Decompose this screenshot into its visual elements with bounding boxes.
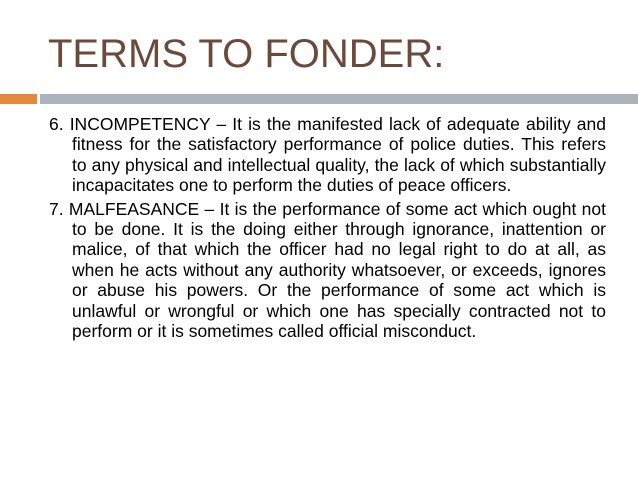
slide-title: TERMS TO FONDER: (48, 32, 445, 76)
term-incompetency: 6. INCOMPETENCY – It is the manifested lack of adequate ability and fitness for the satisfactory performance of police duties. This refers to any physical and intellectual quality, the lack of which substantially incapacitates one to perform the duties of peace officers. (49, 114, 606, 196)
accent-bar-right (40, 94, 638, 104)
term-malfeasance: 7. MALFEASANCE – It is the performance of some act which ought not to be done. It is the doing either through ignorance, inattention or malice, of that which the officer had no legal right to do at all, as when he acts without any authority whatsoever, or exceeds, ignores or abuse his powers. Or the performance of some act which is unlawful or wrongful or which one has specially contracted not to perform or it is sometimes called official misconduct. (49, 198, 606, 342)
slide-content (49, 114, 606, 344)
accent-bar-left (0, 94, 37, 104)
